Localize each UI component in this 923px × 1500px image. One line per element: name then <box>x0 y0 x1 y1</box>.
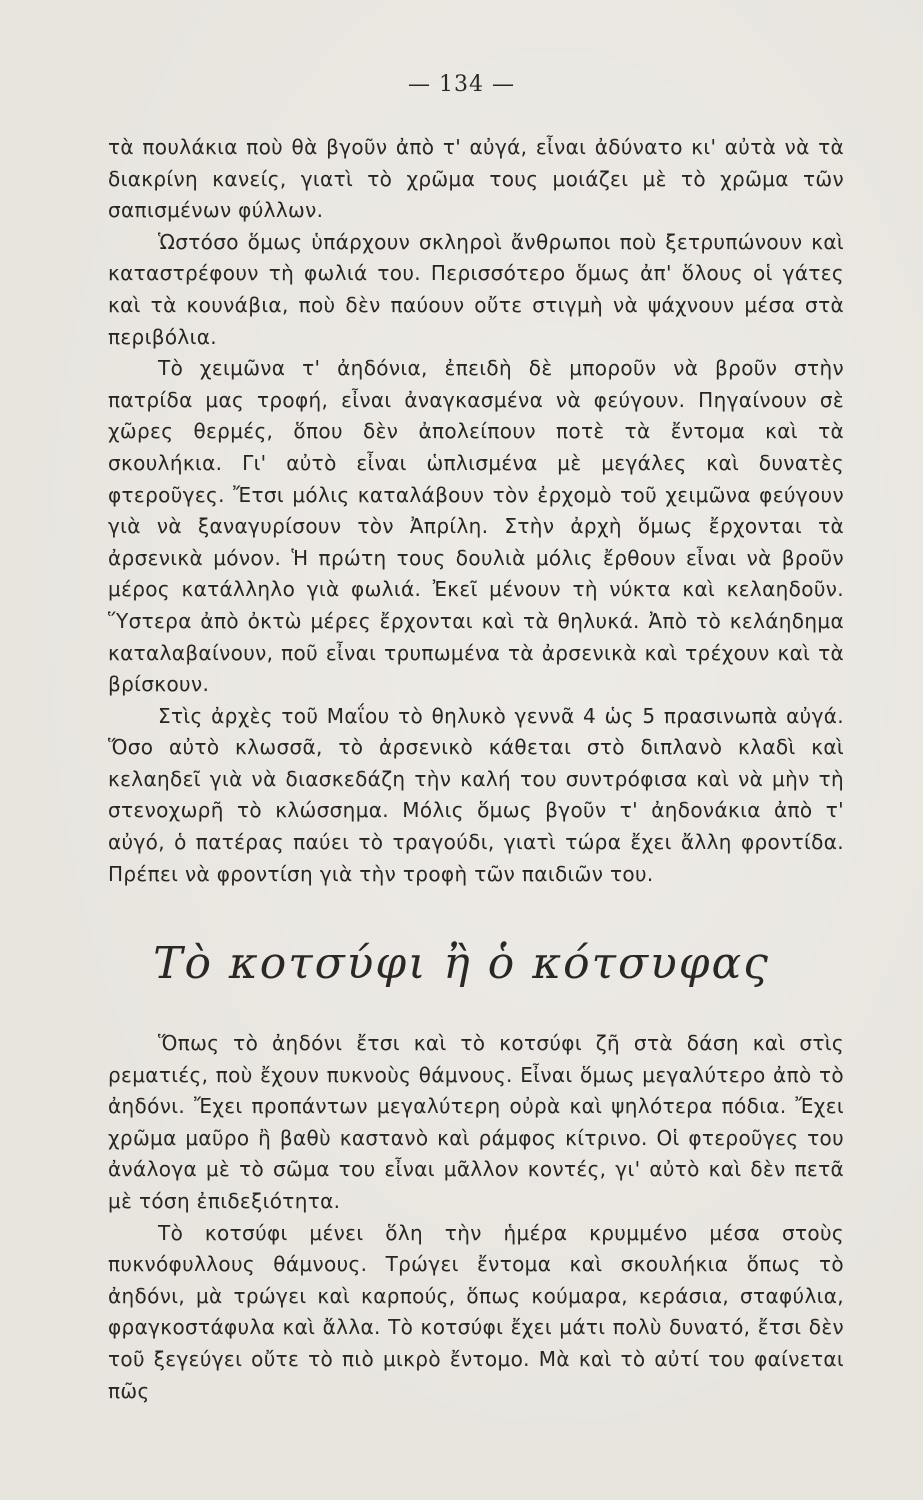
paragraph-continuation: τὰ πουλάκια ποὺ θὰ βγοῦν ἀπὸ τ' αὐγά, εἶναι ἀδύνατο κι' αὐτὰ νὰ τὰ διακρίνη κανείς, γιατὶ τὸ χρῶμα τους μοιάζει μὲ τὸ χρῶμα τῶν σαπισμένων φύλλων. <box>108 135 844 223</box>
bottom-text-block <box>108 1028 844 1407</box>
paragraph-migration: Τὸ χειμῶνα τ' ἀηδόνια, ἐπειδὴ δὲ μποροῦν νὰ βροῦν στὴν πατρίδα μας τροφή, εἶναι ἀναγκασμένα νὰ φεύγουν. Πηγαίνουν σὲ χῶρες θερμές, ὅπου δὲν ἀπολείπουν ποτὲ τὰ ἔντομα καὶ τὰ σκουλήκια. Γι' αὐτὸ εἶναι ὡπλισμένα μὲ μεγάλες καὶ δυνατὲς φτεροῦγες. Ἔτσι μόλις καταλάβουν τὸν ἐρχομὸ τοῦ χειμῶνα φεύγουν γιὰ νὰ ξαναγυρίσουν τὸν Ἀπρίλη. Στὴν ἀρχὴ ὅμως ἔρχονται τὰ ἀρσενικὰ μόνον. Ἡ πρώτη τους δουλιὰ μόλις ἔρθουν εἶναι νὰ βροῦν μέρος κατάλληλο γιὰ φωλιά. Ἐκεῖ μένουν τὴ νύκτα καὶ κελαηδοῦν. Ὕστερα ἀπὸ ὀκτὼ μέρες ἔρχονται καὶ τὰ θηλυκά. Ἀπὸ τὸ κελάηδημα καταλαβαίνουν, ποῦ εἶναι τρυπωμένα τὰ ἀρσενικὰ καὶ τρέχουν καὶ τὰ βρίσκουν. <box>108 356 844 697</box>
paragraph-blackbird-habits: Τὸ κοτσύφι μένει ὅλη τὴν ἡμέρα κρυμμένο μέσα στοὺς πυκνόφυλλους θάμνους. Τρώγει ἔντομα καὶ σκουλήκια ὅπως τὸ ἀηδόνι, μὰ τρώγει καὶ καρπούς, ὅπως κούμαρα, κεράσια, σταφύλια, φραγκοστάφυλα καὶ ἄλλα. Τὸ κοτσύφι ἔχει μάτι πολὺ δυνατό, ἔτσι δὲν τοῦ ξεγεύγει οὔτε τὸ πιὸ μικρὸ ἔντομο. Μὰ καὶ τὸ αὐτί του φαίνεται πῶς <box>108 1220 844 1403</box>
top-text-block <box>108 132 844 890</box>
page-number: — 134 — <box>408 72 515 97</box>
section-title: Τὸ κοτσύφι ἢ ὁ κότσυφας <box>153 938 770 989</box>
paragraph-nesting: Στὶς ἀρχὲς τοῦ Μαΐου τὸ θηλυκὸ γεννᾶ 4 ὡς 5 πρασινωπὰ αὐγά. Ὅσο αὐτὸ κλωσσᾶ, τὸ ἀρσενικὸ κάθεται στὸ διπλανὸ κλαδὶ καὶ κελαηδεῖ γιὰ νὰ διασκεδάζη τὴν καλή του συντρόφισα καὶ νὰ μὴν τὴ στενοχωρῆ τὸ κλώσσημα. Μόλις ὅμως βγοῦν τ' ἀηδονάκια ἀπὸ τ' αὐγό, ὁ πατέρας παύει τὸ τραγούδι, γιατὶ τώρα ἔχει ἄλλη φροντίδα. Πρέπει νὰ φροντίση γιὰ τὴν τροφὴ τῶν παιδιῶν του. <box>108 703 844 886</box>
paragraph-blackbird-description: Ὅπως τὸ ἀηδόνι ἔτσι καὶ τὸ κοτσύφι ζῆ στὰ δάση καὶ στὶς ρεματιές, ποὺ ἔχουν πυκνοὺς θάμνους. Εἶναι ὅμως μεγαλύτερο ἀπὸ τὸ ἀηδόνι. Ἔχει προπάντων μεγαλύτερη οὐρὰ καὶ ψηλότερα πόδια. Ἔχει χρῶμα μαῦρο ἢ βαθὺ καστανὸ καὶ ράμφος κίτρινο. Οἱ φτεροῦγες του ἀνάλογα μὲ τὸ σῶμα του εἶναι μᾶλλον κοντές, γι' αὐτὸ καὶ δὲν πετᾶ μὲ τόση ἐπιδεξιότητα. <box>108 1031 844 1213</box>
paragraph-predators: Ὡστόσο ὅμως ὑπάρχουν σκληροὶ ἄνθρωποι ποὺ ξετρυπώνουν καὶ καταστρέφουν τὴ φωλιά του. Περισσότερο ὅμως ἀπ' ὅλους οἱ γάτες καὶ τὰ κουνάβια, ποὺ δὲν παύουν οὔτε στιγμὴ νὰ ψάχνουν μέσα στὰ περιβόλια. <box>108 229 844 349</box>
